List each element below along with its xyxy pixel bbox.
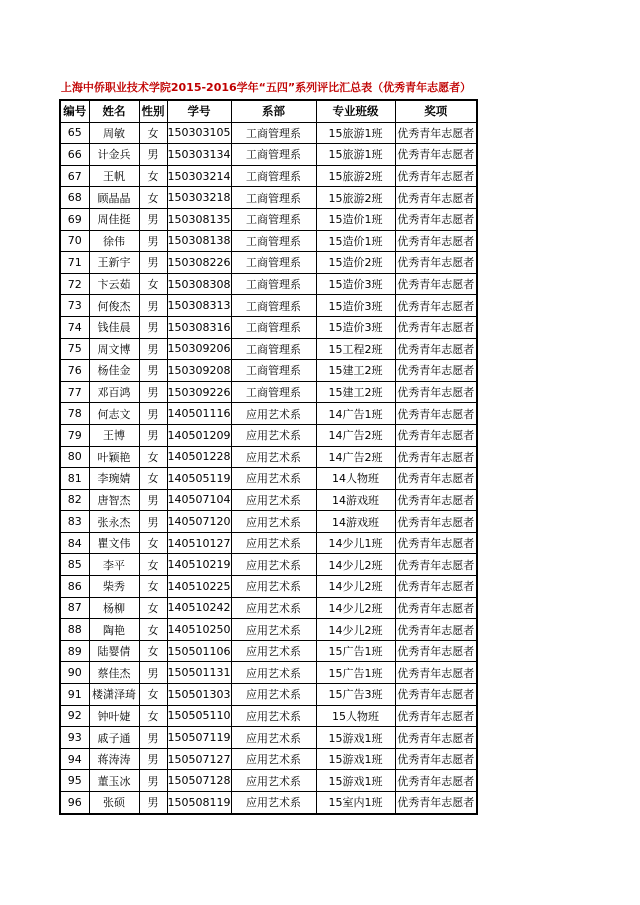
- cell-name: 卞云茹: [89, 273, 139, 295]
- cell-student-id: 150303218: [167, 187, 231, 209]
- cell-gender: 男: [139, 144, 167, 166]
- cell-student-id: 140507120: [167, 511, 231, 533]
- cell-department: 工商管理系: [231, 122, 316, 144]
- cell-id: 83: [60, 511, 89, 533]
- cell-award: 优秀青年志愿者: [395, 468, 477, 490]
- cell-student-id: 140501228: [167, 446, 231, 468]
- cell-id: 87: [60, 597, 89, 619]
- cell-class: 15旅游2班: [316, 165, 395, 187]
- cell-student-id: 150501106: [167, 640, 231, 662]
- cell-department: 工商管理系: [231, 144, 316, 166]
- cell-award: 优秀青年志愿者: [395, 165, 477, 187]
- cell-gender: 女: [139, 532, 167, 554]
- table-row: [60, 748, 477, 770]
- cell-award: 优秀青年志愿者: [395, 295, 477, 317]
- cell-gender: 男: [139, 727, 167, 749]
- cell-award: 优秀青年志愿者: [395, 446, 477, 468]
- cell-class: 14少儿2班: [316, 554, 395, 576]
- cell-gender: 男: [139, 748, 167, 770]
- cell-name: 张永杰: [89, 511, 139, 533]
- cell-class: 14广告2班: [316, 446, 395, 468]
- cell-student-id: 140507104: [167, 489, 231, 511]
- cell-gender: 男: [139, 662, 167, 684]
- cell-department: 应用艺术系: [231, 705, 316, 727]
- cell-class: 15旅游2班: [316, 187, 395, 209]
- cell-gender: 男: [139, 252, 167, 274]
- cell-department: 应用艺术系: [231, 684, 316, 706]
- cell-class: 15人物班: [316, 705, 395, 727]
- table-row: [60, 273, 477, 295]
- cell-gender: 男: [139, 360, 167, 382]
- cell-name: 张硕: [89, 792, 139, 814]
- cell-id: 85: [60, 554, 89, 576]
- cell-department: 应用艺术系: [231, 554, 316, 576]
- cell-class: 15广告1班: [316, 662, 395, 684]
- cell-award: 优秀青年志愿者: [395, 489, 477, 511]
- cell-gender: 女: [139, 684, 167, 706]
- cell-student-id: 150303134: [167, 144, 231, 166]
- cell-student-id: 150308316: [167, 316, 231, 338]
- cell-award: 优秀青年志愿者: [395, 576, 477, 598]
- cell-gender: 女: [139, 468, 167, 490]
- cell-class: 15游戏1班: [316, 770, 395, 792]
- cell-department: 工商管理系: [231, 338, 316, 360]
- table-row: [60, 554, 477, 576]
- cell-student-id: 150308138: [167, 230, 231, 252]
- cell-student-id: 150507127: [167, 748, 231, 770]
- cell-department: 应用艺术系: [231, 727, 316, 749]
- header-award: 奖项: [395, 100, 477, 122]
- cell-student-id: 150309206: [167, 338, 231, 360]
- cell-department: 工商管理系: [231, 208, 316, 230]
- table-row: [60, 532, 477, 554]
- cell-name: 何俊杰: [89, 295, 139, 317]
- cell-class: 15造价3班: [316, 295, 395, 317]
- cell-student-id: 140510219: [167, 554, 231, 576]
- cell-gender: 男: [139, 230, 167, 252]
- cell-department: 工商管理系: [231, 273, 316, 295]
- cell-class: 14少儿2班: [316, 597, 395, 619]
- table-row: [60, 187, 477, 209]
- cell-name: 柴秀: [89, 576, 139, 598]
- table-row: [60, 295, 477, 317]
- cell-department: 工商管理系: [231, 295, 316, 317]
- table-row: [60, 511, 477, 533]
- cell-class: 15造价2班: [316, 252, 395, 274]
- cell-id: 79: [60, 424, 89, 446]
- cell-award: 优秀青年志愿者: [395, 230, 477, 252]
- cell-student-id: 150303214: [167, 165, 231, 187]
- cell-name: 蒋涛涛: [89, 748, 139, 770]
- cell-gender: 男: [139, 295, 167, 317]
- header-id: 编号: [60, 100, 89, 122]
- cell-award: 优秀青年志愿者: [395, 122, 477, 144]
- cell-department: 应用艺术系: [231, 597, 316, 619]
- cell-name: 董玉冰: [89, 770, 139, 792]
- cell-award: 优秀青年志愿者: [395, 381, 477, 403]
- table-row: [60, 316, 477, 338]
- cell-award: 优秀青年志愿者: [395, 252, 477, 274]
- cell-class: 15建工2班: [316, 360, 395, 382]
- cell-award: 优秀青年志愿者: [395, 208, 477, 230]
- cell-student-id: 140510242: [167, 597, 231, 619]
- cell-name: 瞿文伟: [89, 532, 139, 554]
- header-name: 姓名: [89, 100, 139, 122]
- cell-department: 应用艺术系: [231, 403, 316, 425]
- cell-class: 15室内1班: [316, 792, 395, 814]
- table-row: [60, 338, 477, 360]
- table-row: [60, 640, 477, 662]
- cell-department: 工商管理系: [231, 187, 316, 209]
- cell-class: 15广告1班: [316, 640, 395, 662]
- cell-gender: 男: [139, 381, 167, 403]
- cell-id: 77: [60, 381, 89, 403]
- cell-name: 邓百鸿: [89, 381, 139, 403]
- cell-class: 15广告3班: [316, 684, 395, 706]
- header-gender: 性别: [139, 100, 167, 122]
- cell-gender: 男: [139, 208, 167, 230]
- cell-name: 王新宇: [89, 252, 139, 274]
- cell-name: 钟叶婕: [89, 705, 139, 727]
- cell-award: 优秀青年志愿者: [395, 597, 477, 619]
- cell-class: 15建工2班: [316, 381, 395, 403]
- cell-award: 优秀青年志愿者: [395, 532, 477, 554]
- cell-name: 钱佳晨: [89, 316, 139, 338]
- cell-gender: 女: [139, 554, 167, 576]
- cell-name: 王帆: [89, 165, 139, 187]
- table-row: [60, 122, 477, 144]
- cell-gender: 男: [139, 338, 167, 360]
- cell-gender: 女: [139, 640, 167, 662]
- cell-name: 何志文: [89, 403, 139, 425]
- cell-class: 14游戏班: [316, 511, 395, 533]
- cell-student-id: 150309208: [167, 360, 231, 382]
- cell-gender: 男: [139, 792, 167, 814]
- cell-name: 周敏: [89, 122, 139, 144]
- cell-id: 73: [60, 295, 89, 317]
- cell-id: 86: [60, 576, 89, 598]
- table-row: [60, 576, 477, 598]
- cell-department: 应用艺术系: [231, 446, 316, 468]
- cell-student-id: 140505119: [167, 468, 231, 490]
- header-row: [60, 100, 477, 122]
- cell-department: 工商管理系: [231, 165, 316, 187]
- cell-department: 工商管理系: [231, 360, 316, 382]
- cell-student-id: 140501209: [167, 424, 231, 446]
- cell-name: 蔡佳杰: [89, 662, 139, 684]
- cell-award: 优秀青年志愿者: [395, 144, 477, 166]
- cell-award: 优秀青年志愿者: [395, 684, 477, 706]
- cell-name: 李琬婧: [89, 468, 139, 490]
- cell-id: 70: [60, 230, 89, 252]
- cell-department: 应用艺术系: [231, 640, 316, 662]
- cell-id: 76: [60, 360, 89, 382]
- cell-student-id: 150507119: [167, 727, 231, 749]
- cell-student-id: 150308135: [167, 208, 231, 230]
- cell-award: 优秀青年志愿者: [395, 662, 477, 684]
- cell-award: 优秀青年志愿者: [395, 273, 477, 295]
- cell-id: 91: [60, 684, 89, 706]
- awards-table: [59, 99, 478, 815]
- cell-id: 74: [60, 316, 89, 338]
- table-row: [60, 165, 477, 187]
- cell-id: 95: [60, 770, 89, 792]
- cell-id: 68: [60, 187, 89, 209]
- table-row: [60, 446, 477, 468]
- cell-name: 杨柳: [89, 597, 139, 619]
- cell-gender: 男: [139, 511, 167, 533]
- cell-gender: 女: [139, 273, 167, 295]
- cell-id: 96: [60, 792, 89, 814]
- cell-department: 应用艺术系: [231, 576, 316, 598]
- cell-name: 徐伟: [89, 230, 139, 252]
- cell-class: 15造价1班: [316, 230, 395, 252]
- cell-class: 14少儿2班: [316, 576, 395, 598]
- cell-class: 15游戏1班: [316, 748, 395, 770]
- table-row: [60, 619, 477, 641]
- cell-award: 优秀青年志愿者: [395, 554, 477, 576]
- cell-id: 66: [60, 144, 89, 166]
- table-row: [60, 230, 477, 252]
- cell-department: 应用艺术系: [231, 424, 316, 446]
- cell-id: 78: [60, 403, 89, 425]
- cell-name: 顾晶晶: [89, 187, 139, 209]
- cell-name: 周文博: [89, 338, 139, 360]
- cell-class: 15游戏1班: [316, 727, 395, 749]
- cell-student-id: 150303105: [167, 122, 231, 144]
- table-row: [60, 468, 477, 490]
- cell-gender: 女: [139, 446, 167, 468]
- cell-name: 周佳挺: [89, 208, 139, 230]
- cell-student-id: 140501116: [167, 403, 231, 425]
- header-class: 专业班级: [316, 100, 395, 122]
- cell-class: 14广告2班: [316, 424, 395, 446]
- cell-student-id: 150308313: [167, 295, 231, 317]
- cell-name: 楼潇泽琦: [89, 684, 139, 706]
- cell-department: 应用艺术系: [231, 748, 316, 770]
- cell-gender: 男: [139, 489, 167, 511]
- cell-department: 应用艺术系: [231, 468, 316, 490]
- cell-award: 优秀青年志愿者: [395, 619, 477, 641]
- cell-gender: 女: [139, 576, 167, 598]
- cell-department: 应用艺术系: [231, 511, 316, 533]
- cell-class: 15造价1班: [316, 208, 395, 230]
- cell-department: 应用艺术系: [231, 770, 316, 792]
- cell-gender: 女: [139, 187, 167, 209]
- cell-class: 15造价3班: [316, 273, 395, 295]
- cell-id: 90: [60, 662, 89, 684]
- cell-gender: 男: [139, 403, 167, 425]
- cell-student-id: 150308308: [167, 273, 231, 295]
- cell-student-id: 150501303: [167, 684, 231, 706]
- cell-student-id: 150308226: [167, 252, 231, 274]
- cell-department: 应用艺术系: [231, 662, 316, 684]
- cell-award: 优秀青年志愿者: [395, 792, 477, 814]
- cell-id: 89: [60, 640, 89, 662]
- cell-student-id: 150309226: [167, 381, 231, 403]
- cell-student-id: 150507128: [167, 770, 231, 792]
- cell-class: 14游戏班: [316, 489, 395, 511]
- cell-award: 优秀青年志愿者: [395, 403, 477, 425]
- cell-id: 71: [60, 252, 89, 274]
- cell-award: 优秀青年志愿者: [395, 424, 477, 446]
- cell-student-id: 140510127: [167, 532, 231, 554]
- table-row: [60, 252, 477, 274]
- cell-class: 14少儿2班: [316, 619, 395, 641]
- cell-student-id: 140510225: [167, 576, 231, 598]
- cell-gender: 女: [139, 705, 167, 727]
- cell-class: 14少儿1班: [316, 532, 395, 554]
- cell-name: 李平: [89, 554, 139, 576]
- table-row: [60, 360, 477, 382]
- header-department: 系部: [231, 100, 316, 122]
- cell-class: 14广告1班: [316, 403, 395, 425]
- cell-award: 优秀青年志愿者: [395, 360, 477, 382]
- cell-award: 优秀青年志愿者: [395, 640, 477, 662]
- cell-name: 叶颖艳: [89, 446, 139, 468]
- cell-id: 69: [60, 208, 89, 230]
- table-row: [60, 705, 477, 727]
- cell-student-id: 150501131: [167, 662, 231, 684]
- cell-department: 工商管理系: [231, 381, 316, 403]
- table-row: [60, 208, 477, 230]
- table-row: [60, 770, 477, 792]
- table-row: [60, 144, 477, 166]
- cell-department: 工商管理系: [231, 230, 316, 252]
- cell-department: 工商管理系: [231, 252, 316, 274]
- cell-award: 优秀青年志愿者: [395, 338, 477, 360]
- table-body: [60, 122, 477, 814]
- cell-award: 优秀青年志愿者: [395, 316, 477, 338]
- cell-name: 戚子通: [89, 727, 139, 749]
- cell-id: 88: [60, 619, 89, 641]
- table-row: [60, 424, 477, 446]
- document-title: 上海中侨职业技术学院2015-2016学年“五四”系列评比汇总表（优秀青年志愿者）: [60, 81, 472, 94]
- cell-class: 14人物班: [316, 468, 395, 490]
- header-student-id: 学号: [167, 100, 231, 122]
- cell-department: 应用艺术系: [231, 792, 316, 814]
- cell-id: 65: [60, 122, 89, 144]
- cell-department: 工商管理系: [231, 316, 316, 338]
- cell-department: 应用艺术系: [231, 619, 316, 641]
- cell-award: 优秀青年志愿者: [395, 727, 477, 749]
- cell-class: 15工程2班: [316, 338, 395, 360]
- table-row: [60, 684, 477, 706]
- cell-gender: 女: [139, 122, 167, 144]
- cell-award: 优秀青年志愿者: [395, 511, 477, 533]
- cell-class: 15旅游1班: [316, 122, 395, 144]
- cell-id: 81: [60, 468, 89, 490]
- cell-gender: 女: [139, 165, 167, 187]
- cell-id: 84: [60, 532, 89, 554]
- cell-student-id: 140510250: [167, 619, 231, 641]
- cell-class: 15旅游1班: [316, 144, 395, 166]
- table-row: [60, 403, 477, 425]
- table-row: [60, 381, 477, 403]
- cell-id: 72: [60, 273, 89, 295]
- cell-class: 15造价3班: [316, 316, 395, 338]
- cell-id: 75: [60, 338, 89, 360]
- cell-id: 82: [60, 489, 89, 511]
- cell-student-id: 150505110: [167, 705, 231, 727]
- cell-id: 94: [60, 748, 89, 770]
- table-row: [60, 489, 477, 511]
- table-row: [60, 597, 477, 619]
- cell-department: 应用艺术系: [231, 532, 316, 554]
- cell-gender: 男: [139, 770, 167, 792]
- table-row: [60, 792, 477, 814]
- cell-name: 唐智杰: [89, 489, 139, 511]
- cell-id: 92: [60, 705, 89, 727]
- cell-department: 应用艺术系: [231, 489, 316, 511]
- cell-name: 杨佳金: [89, 360, 139, 382]
- cell-gender: 女: [139, 619, 167, 641]
- cell-award: 优秀青年志愿者: [395, 187, 477, 209]
- cell-name: 陶艳: [89, 619, 139, 641]
- cell-name: 陆婴倩: [89, 640, 139, 662]
- cell-gender: 男: [139, 316, 167, 338]
- cell-award: 优秀青年志愿者: [395, 770, 477, 792]
- cell-id: 67: [60, 165, 89, 187]
- cell-name: 王博: [89, 424, 139, 446]
- cell-award: 优秀青年志愿者: [395, 705, 477, 727]
- cell-gender: 女: [139, 597, 167, 619]
- table-row: [60, 727, 477, 749]
- cell-award: 优秀青年志愿者: [395, 748, 477, 770]
- cell-student-id: 150508119: [167, 792, 231, 814]
- cell-id: 93: [60, 727, 89, 749]
- cell-gender: 男: [139, 424, 167, 446]
- cell-name: 计金兵: [89, 144, 139, 166]
- cell-id: 80: [60, 446, 89, 468]
- table-row: [60, 662, 477, 684]
